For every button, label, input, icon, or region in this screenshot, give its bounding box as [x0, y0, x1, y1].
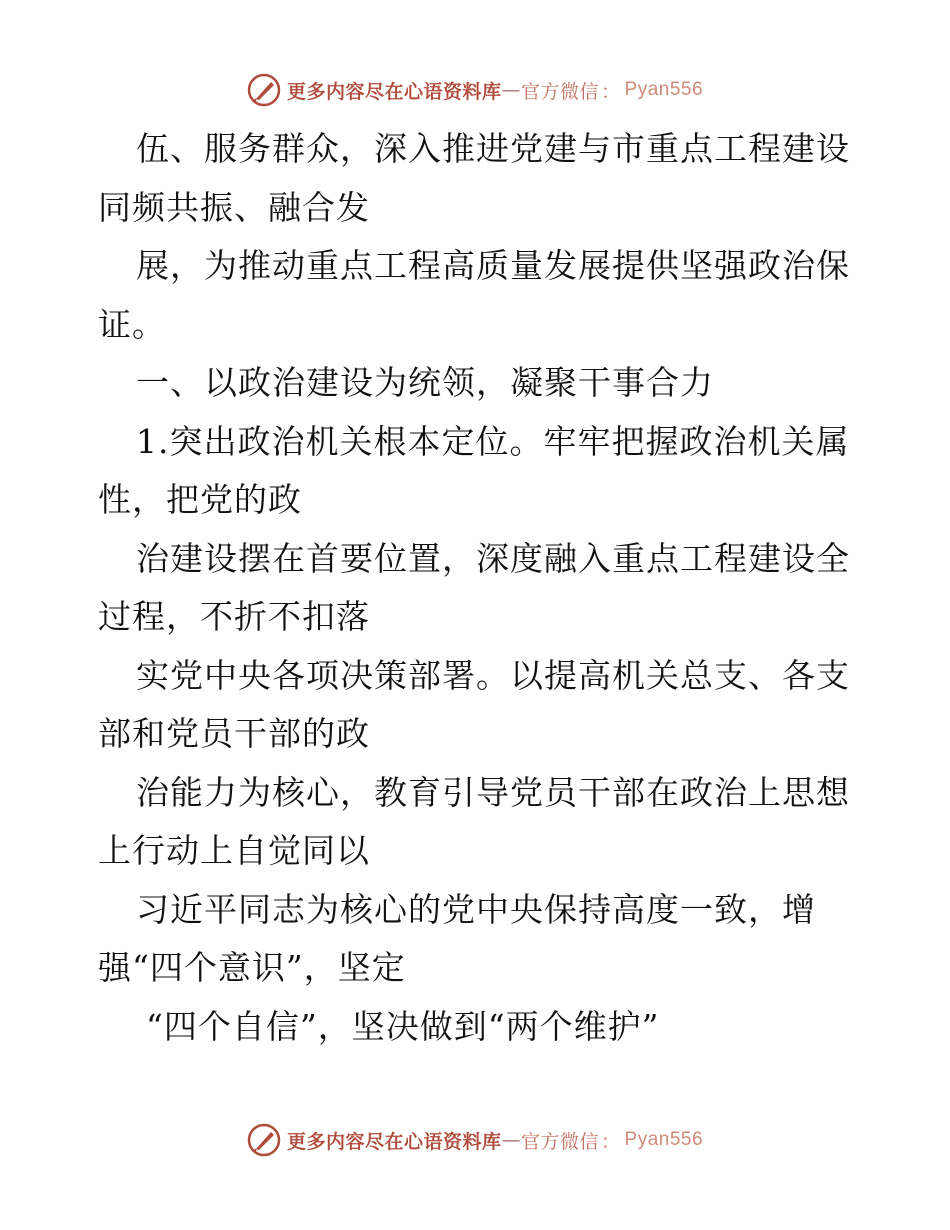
footer-site-name: 更多内容尽在心语资料库 [286, 1130, 502, 1153]
text-line: 同频共振、融合发 [98, 187, 370, 227]
feather-pen-logo-icon [247, 1123, 281, 1157]
footer-wechat-id: Pyan556 [624, 1129, 704, 1150]
header-colon: ： [601, 80, 621, 103]
text-line: 实党中央各项决策部署。以提高机关总支、各支 [136, 655, 850, 695]
text-line: 上行动上自觉同以 [98, 831, 370, 870]
header-banner [0, 70, 950, 110]
text-line: 证。 [98, 304, 166, 344]
text-line: 伍、服务群众，深入推进党建与市重点工程建设 [136, 129, 850, 168]
header-wechat-id: Pyan556 [624, 79, 704, 100]
text-line: 强“四个意识”，坚定 [98, 948, 406, 987]
header-wechat-label: 官方微信 [520, 80, 599, 103]
text-line: 性，把党的政 [98, 480, 302, 519]
feather-pen-logo-icon [247, 73, 281, 107]
footer-banner [0, 1120, 950, 1160]
text-line: 治建设摆在首要位置，深度融入重点工程建设全 [136, 538, 850, 578]
text-line: 展，为推动重点工程高质量发展提供坚强政治保 [136, 246, 850, 285]
text-line: 治能力为核心，教育引导党员干部在政治上思想 [136, 772, 850, 812]
text-line: 1.突出政治机关根本定位。牢牢把握政治机关属 [136, 421, 850, 461]
text-line: 部和党员干部的政 [98, 714, 370, 753]
footer-colon: ： [601, 1130, 621, 1153]
footer-wechat-label: 官方微信 [520, 1130, 599, 1153]
text-line: 过程，不折不扣落 [98, 597, 370, 636]
header-site-name: 更多内容尽在心语资料库 [286, 80, 502, 103]
text-line: “四个自信”，坚决做到“两个维护” [146, 1006, 660, 1046]
header-separator: — [501, 79, 521, 101]
document-body [98, 120, 858, 1056]
text-line: 习近平同志为核心的党中央保持高度一致，增 [136, 889, 816, 929]
section-heading: 一、以政治建设为统领，凝聚干事合力 [136, 363, 714, 402]
footer-separator: — [501, 1129, 521, 1151]
